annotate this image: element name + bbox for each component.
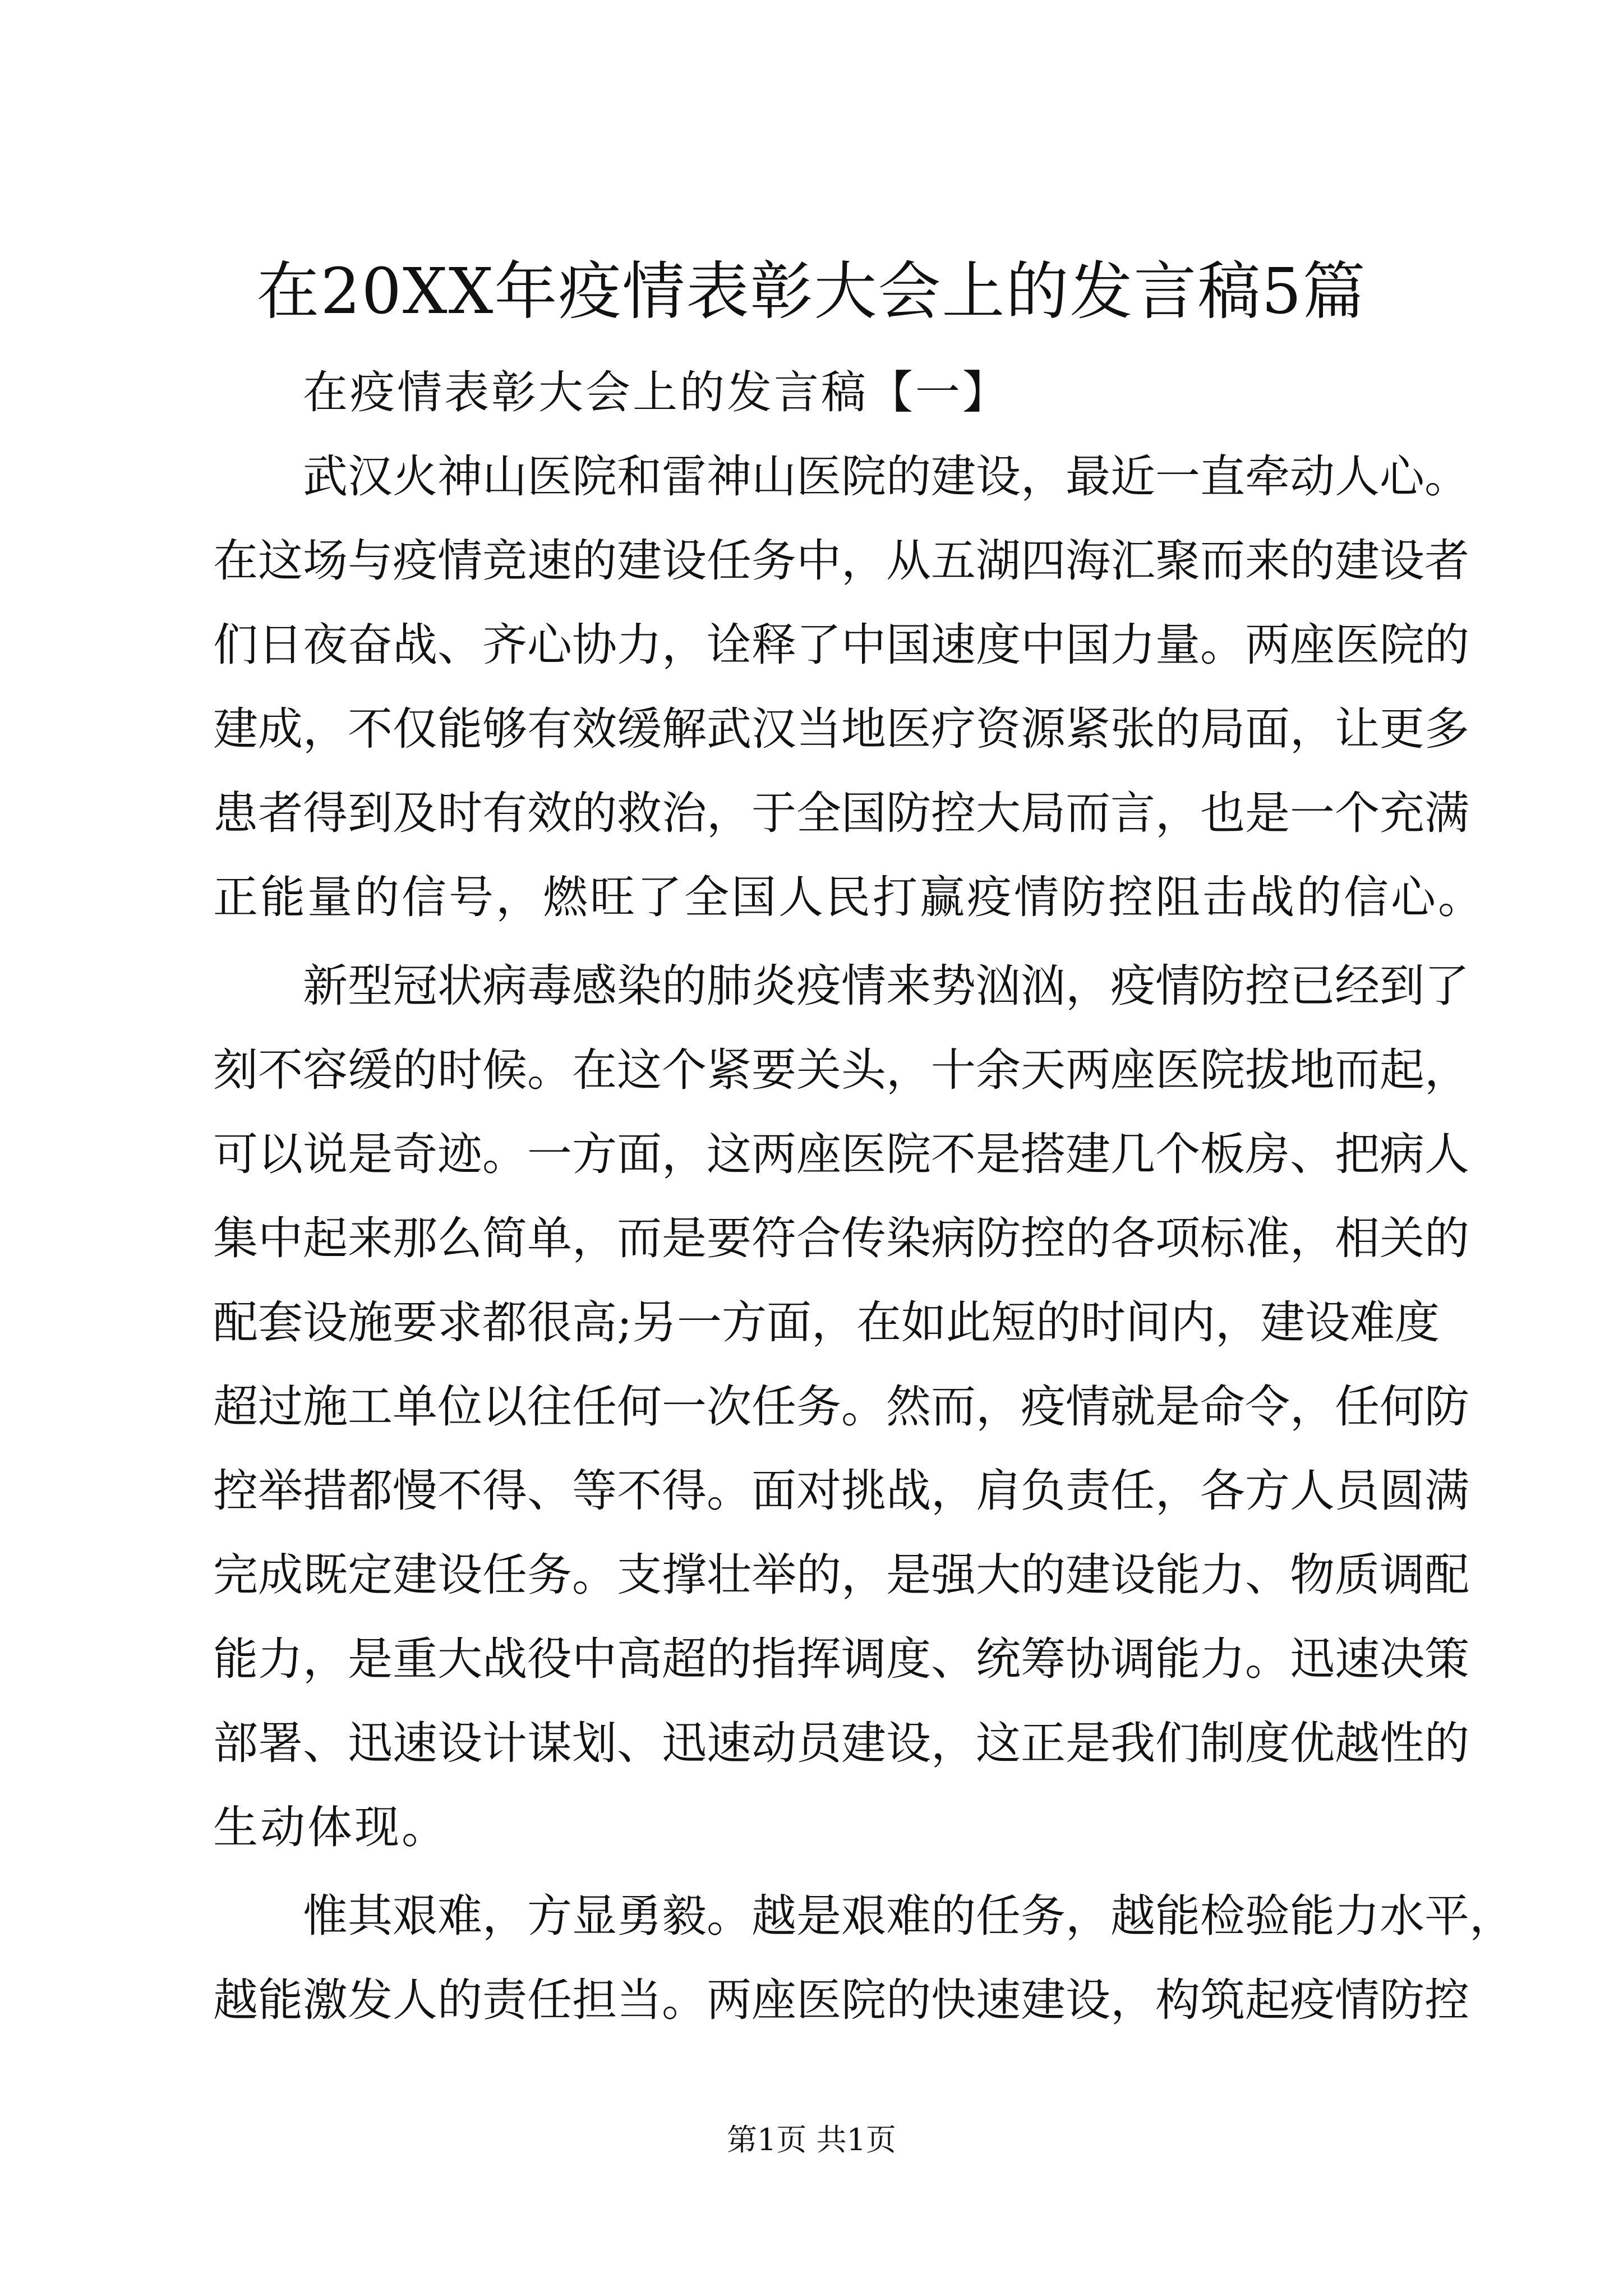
paragraph-line: 刻不容缓的时候。在这个紧要关头，十余天两座医院拔地而起， [213,1044,1469,1096]
paragraph-line: 完成既定建设任务。支撑壮举的，是强大的建设能力、物质调配 [213,1549,1469,1601]
paragraph-line: 生动体现。 [213,1801,449,1853]
paragraph-line: 正能量的信号，燃旺了全国人民打赢疫情防控阻击战的信心。 [213,871,1485,923]
paragraph-line: 们日夜奋战、齐心协力，诠释了中国速度中国力量。两座医院的 [213,619,1469,671]
document-body [213,351,1514,2042]
page-footer: 第1页 共1页 [727,2122,896,2157]
paragraph-line: 新型冠状病毒感染的肺炎疫情来势汹汹，疫情防控已经到了 [303,960,1469,1012]
paragraph-line: 控举措都慢不得、等不得。面对挑战，肩负责任，各方人员圆满 [213,1465,1469,1517]
document-title: 在20XX年疫情表彰大会上的发言稿5篇 [256,255,1367,328]
section-heading: 在疫情表彰大会上的发言稿【一】 [303,366,1009,418]
paragraph-line: 配套设施要求都很高;另一方面，在如此短的时间内，建设难度 [213,1296,1440,1349]
paragraph-line: 超过施工单位以往任何一次任务。然而，疫情就是命令，任何防 [213,1381,1469,1433]
paragraph-line: 部署、迅速设计谋划、迅速动员建设，这正是我们制度优越性的 [213,1717,1469,1769]
paragraph-line: 惟其艰难，方显勇毅。越是艰难的任务，越能检验能力水平， [303,1890,1514,1942]
paragraph-line: 能力，是重大战役中高超的指挥调度、统筹协调能力。迅速决策 [213,1633,1469,1685]
paragraph-line: 可以说是奇迹。一方面，这两座医院不是搭建几个板房、把病人 [213,1128,1469,1180]
paragraph-line: 越能激发人的责任担当。两座医院的快速建设，构筑起疫情防控 [213,1974,1469,2026]
paragraph-line: 患者得到及时有效的救治，于全国防控大局而言，也是一个充满 [213,787,1469,839]
paragraph-line: 建成，不仅能够有效缓解武汉当地医疗资源紧张的局面，让更多 [213,703,1469,755]
paragraph-line: 在这场与疫情竞速的建设任务中，从五湖四海汇聚而来的建设者 [213,535,1469,587]
paragraph-line: 武汉火神山医院和雷神山医院的建设，最近一直牵动人心。 [303,450,1469,503]
paragraph-line: 集中起来那么简单，而是要符合传染病防控的各项标准，相关的 [213,1212,1469,1264]
